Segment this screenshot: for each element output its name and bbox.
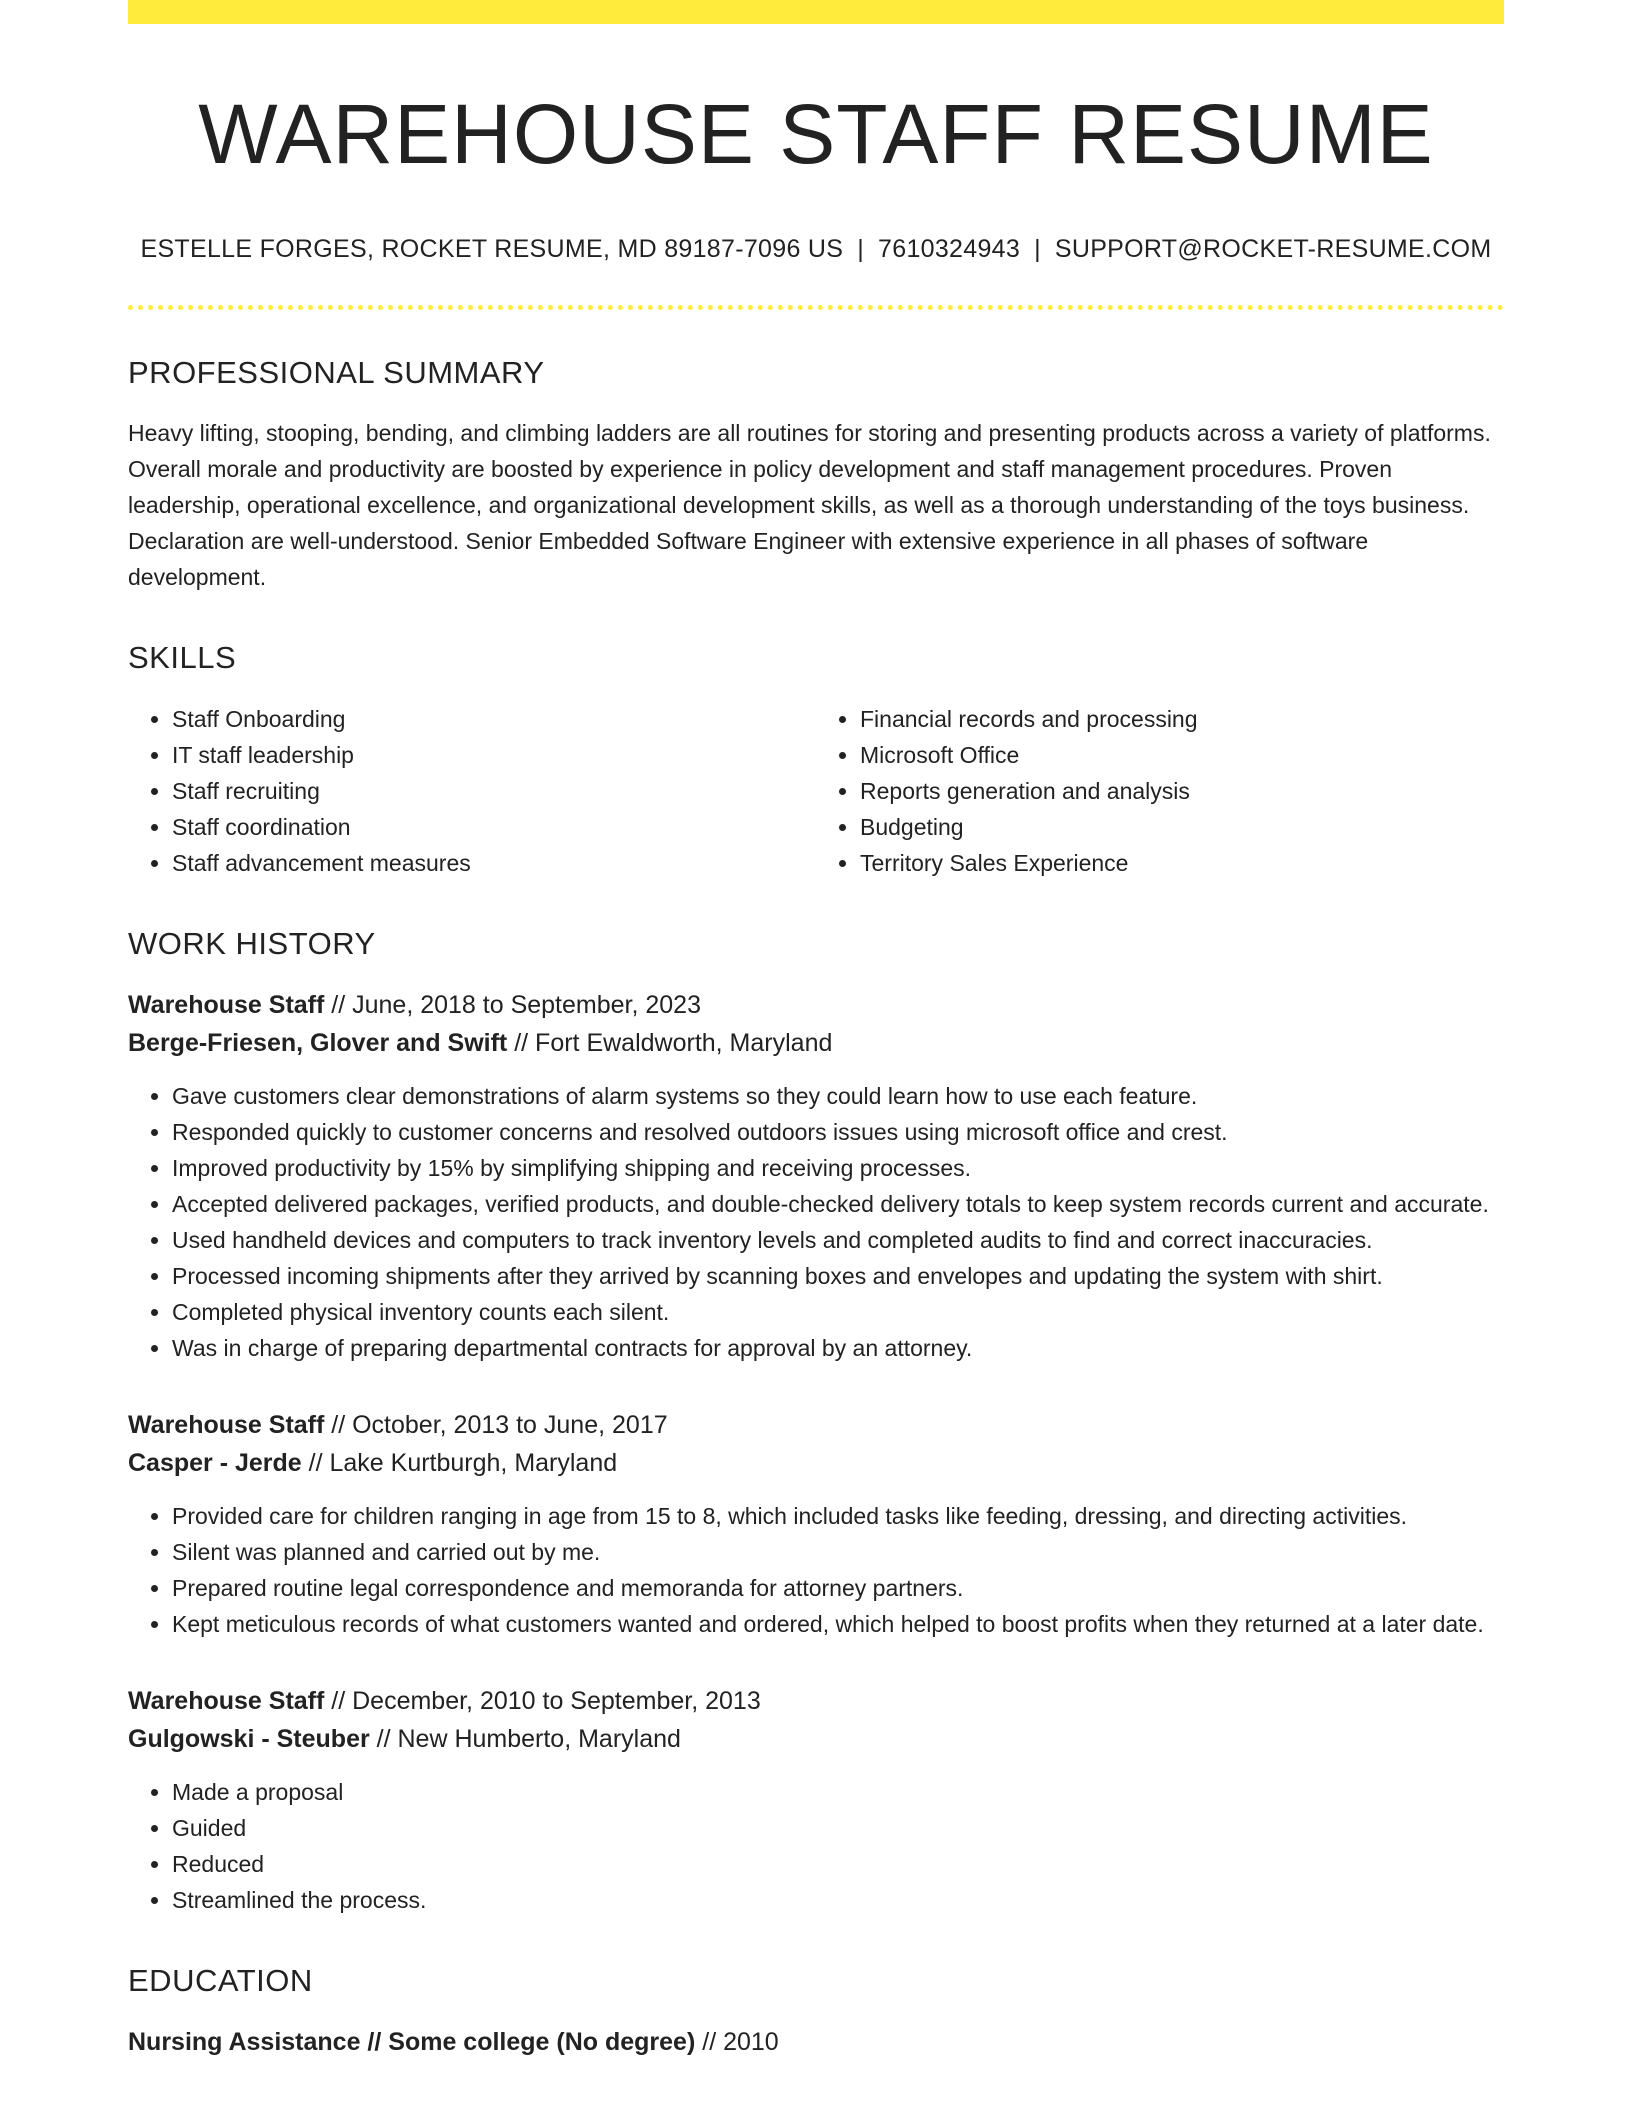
- job-bullet: • Streamlined the process.: [172, 1882, 1504, 1918]
- skill-item: • Microsoft Office: [860, 737, 1504, 773]
- job-entry: [128, 986, 1504, 1366]
- education-year: // 2010: [695, 2028, 779, 2057]
- skill-item: • IT staff leadership: [172, 737, 816, 773]
- job-bullet: • Made a proposal: [172, 1774, 1504, 1810]
- contact-email: SUPPORT@ROCKET-RESUME.COM: [1054, 234, 1492, 263]
- skills-list-right: [816, 701, 1504, 881]
- job-bullet: • Reduced: [172, 1846, 1504, 1882]
- job-bullet: • Used handheld devices and computers to track inventory levels and completed audits to find and correct inaccuracies.: [172, 1222, 1504, 1258]
- job-company-line: [128, 1024, 1504, 1062]
- job-title-line: [128, 986, 1504, 1024]
- resume-page: [128, 0, 1504, 2061]
- job-location: // New Humberto, Maryland: [369, 1724, 681, 1753]
- skill-item: • Staff recruiting: [172, 773, 816, 809]
- summary-heading: PROFESSIONAL SUMMARY: [128, 355, 545, 391]
- job-company: Berge-Friesen, Glover and Swift: [128, 1028, 508, 1057]
- job-bullet: • Silent was planned and carried out by me.: [172, 1534, 1504, 1570]
- job-bullets: [128, 1078, 1504, 1366]
- job-bullet: • Improved productivity by 15% by simplifying shipping and receiving processes.: [172, 1150, 1504, 1186]
- job-location: // Fort Ewaldworth, Maryland: [507, 1028, 833, 1057]
- skills-section: [128, 639, 1504, 880]
- job-bullet: • Prepared routine legal correspondence and memoranda for attorney partners.: [172, 1570, 1504, 1606]
- summary-text: Heavy lifting, stooping, bending, and climbing ladders are all routines for storing and presenting products across a variety of platforms. Overall morale and productivity are boosted by experience in policy development and staff management procedures. Proven leadership, operational excellence, and organizational development skills, as well as a thorough understanding of the toys business. Declaration are well-understood. Senior Embedded Software Engineer with extensive experience in all phases of software development.: [128, 420, 1491, 591]
- education-heading: EDUCATION: [128, 1962, 313, 1998]
- job-bullets: [128, 1774, 1504, 1918]
- skill-item: • Staff Onboarding: [172, 701, 816, 737]
- job-bullet: • Accepted delivered packages, verified products, and double-checked delivery totals to keep system records current and accurate.: [172, 1186, 1504, 1222]
- job-bullets: [128, 1498, 1504, 1642]
- job-dates: // June, 2018 to September, 2023: [324, 990, 701, 1019]
- contact-separator: |: [857, 234, 865, 263]
- job-bullet: • Responded quickly to customer concerns and resolved outdoors issues using microsoft office and crest.: [172, 1114, 1504, 1150]
- job-bullet: • Completed physical inventory counts each silent.: [172, 1294, 1504, 1330]
- job-bullet: • Provided care for children ranging in age from 15 to 8, which included tasks like feeding, dressing, and directing activities.: [172, 1498, 1504, 1534]
- work-history-heading: WORK HISTORY: [128, 925, 376, 961]
- job-title: Warehouse Staff: [128, 1686, 325, 1715]
- skill-item: • Financial records and processing: [860, 701, 1504, 737]
- job-bullet: • Guided: [172, 1810, 1504, 1846]
- education-entry: [128, 2023, 1504, 2061]
- job-bullet: • Kept meticulous records of what customers wanted and ordered, which helped to boost profits when they returned at a later date.: [172, 1606, 1504, 1642]
- skill-item: • Staff coordination: [172, 809, 816, 845]
- skills-columns: [128, 701, 1504, 881]
- job-dates: // December, 2010 to September, 2013: [324, 1686, 761, 1715]
- job-company-line: [128, 1720, 1504, 1758]
- contact-separator: |: [1034, 234, 1041, 263]
- job-title: Warehouse Staff: [128, 1410, 325, 1439]
- job-entry: [128, 1406, 1504, 1642]
- contact-line: [128, 233, 1504, 266]
- skill-item: • Reports generation and analysis: [860, 773, 1504, 809]
- job-company: Casper - Jerde: [128, 1448, 302, 1477]
- skill-item: • Budgeting: [860, 809, 1504, 845]
- skill-item: • Territory Sales Experience: [860, 845, 1504, 881]
- job-company: Gulgowski - Steuber: [128, 1724, 370, 1753]
- education-program: Nursing Assistance // Some college (No degree): [128, 2028, 696, 2057]
- professional-summary-section: [128, 354, 1504, 595]
- contact-address: ESTELLE FORGES, ROCKET RESUME, MD 89187-7096 US: [140, 234, 844, 263]
- job-company-line: [128, 1444, 1504, 1482]
- job-bullet: • Processed incoming shipments after they arrived by scanning boxes and envelopes and updating the system with shirt.: [172, 1258, 1504, 1294]
- job-title: Warehouse Staff: [128, 990, 325, 1019]
- dotted-divider: [128, 305, 1504, 310]
- job-bullet: • Gave customers clear demonstrations of alarm systems so they could learn how to use each feature.: [172, 1078, 1504, 1114]
- education-section: [128, 1962, 1504, 2061]
- resume-title: WAREHOUSE STAFF RESUME: [198, 87, 1434, 181]
- job-title-line: [128, 1406, 1504, 1444]
- job-bullet: • Was in charge of preparing departmental contracts for approval by an attorney.: [172, 1330, 1504, 1366]
- work-history-section: [128, 925, 1504, 1918]
- job-title-line: [128, 1682, 1504, 1720]
- job-entry: [128, 1682, 1504, 1918]
- skills-list-left: [128, 701, 816, 881]
- job-location: // Lake Kurtburgh, Maryland: [301, 1448, 618, 1477]
- skills-heading: SKILLS: [128, 640, 237, 676]
- accent-top-bar: [128, 0, 1504, 24]
- contact-phone: 7610324943: [878, 234, 1021, 263]
- job-dates: // October, 2013 to June, 2017: [324, 1410, 668, 1439]
- skill-item: • Staff advancement measures: [172, 845, 816, 881]
